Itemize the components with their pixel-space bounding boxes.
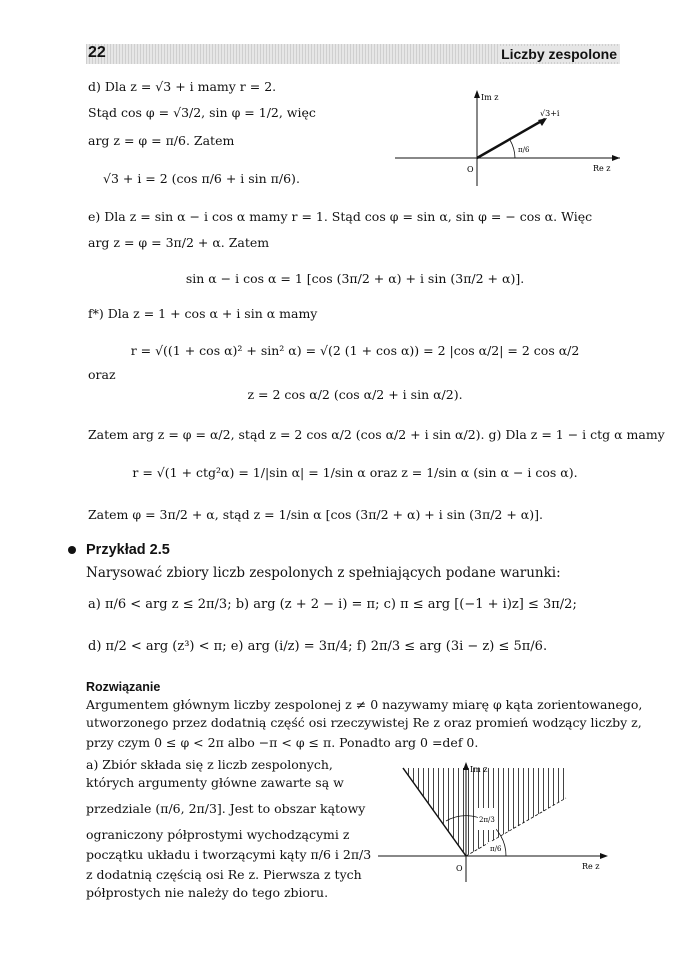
formula-d: √3 + i = 2 (cos π/6 + i sin π/6). [103, 171, 300, 186]
fig2-im-label: Im z [470, 765, 488, 774]
fig2-angle-label-1: 2π/3 [479, 816, 495, 824]
formula-f-trig: z = 2 cos α/2 (cos α/2 + i sin α/2). [247, 387, 463, 402]
text-d-line-3: arg z = φ = π/6. Zatem [88, 133, 235, 148]
solution-a-line-4: ograniczony półprostymi wychodzącymi z [86, 827, 350, 842]
formula-g-trig: Zatem φ = 3π/2 + α, stąd z = 1/sin α [cos (3π/2 + α) + i sin (3π/2 + α)]. [88, 507, 543, 522]
text-f-g-line: Zatem arg z = φ = α/2, stąd z = 2 cos α/2 (cos α/2 + i sin α/2). g) Dla z = 1 − i ctg α mamy [88, 427, 665, 442]
example-title: Przykład 2.5 [86, 542, 170, 558]
fig2-angle-label-2: π/6 [490, 845, 502, 853]
text-e-line-1: e) Dla z = sin α − i cos α mamy r = 1. Stąd cos φ = sin α, sin φ = − cos α. Więc [88, 209, 593, 224]
example-row-2: d) π/2 < arg (z³) < π; e) arg (i/z) = 3π/4; f) 2π/3 ≤ arg (3i − z) ≤ 5π/6. [88, 639, 548, 654]
text-f-oraz: oraz [88, 367, 116, 382]
example-row-1: a) π/6 < arg z ≤ 2π/3; b) arg (z + 2 − i) = π; c) π ≤ arg [(−1 + i)z] ≤ 3π/2; [88, 597, 577, 612]
fig1-im-label: Im z [481, 93, 499, 102]
formula-e: sin α − i cos α = 1 [cos (3π/2 + α) + i sin (3π/2 + α)]. [185, 271, 525, 286]
fig1-angle-label: π/6 [518, 146, 530, 154]
solution-a-line-5: początku układu i tworzącymi kąty π/6 i 2π/3 [86, 847, 372, 862]
text-e-line-2: arg z = φ = 3π/2 + α. Zatem [88, 235, 270, 250]
text-d-line-2: Stąd cos φ = √3/2, sin φ = 1/2, więc [88, 105, 316, 120]
solution-a-line-6: z dodatnią częścią osi Re z. Pierwsza z tych [86, 867, 362, 882]
fig2-origin-label: O [456, 864, 463, 873]
formula-f-modulus: r = √((1 + cos α)² + sin² α) = √(2 (1 + cos α)) = 2 |cos α/2| = 2 cos α/2 [130, 343, 580, 358]
fig1-point-label: √3+i [540, 109, 560, 118]
fig1-origin-label: O [467, 165, 474, 174]
figure-angular-region [378, 760, 618, 890]
running-title: Liczby zespolone [498, 46, 620, 62]
solution-a-line-2: których argumenty główne zawarte są w [86, 775, 344, 790]
formula-g-modulus: r = √(1 + ctg²α) = 1/|sin α| = 1/sin α oraz z = 1/sin α (sin α − i cos α). [132, 465, 578, 480]
solution-line-3: przy czym 0 ≤ φ < 2π albo −π < φ ≤ π. Ponadto arg 0 =def 0. [86, 735, 479, 750]
solution-title: Rozwiązanie [86, 680, 161, 694]
solution-a-line-3: przedziale (π/6, 2π/3]. Jest to obszar kątowy [86, 801, 366, 816]
fig1-re-label: Re z [593, 164, 611, 173]
example-text: Narysować zbiory liczb zespolonych z spełniających podane warunki: [86, 565, 561, 581]
fig2-re-label: Re z [582, 862, 600, 871]
solution-a-line-1: a) Zbiór składa się z liczb zespolonych, [86, 757, 333, 772]
text-f-line-1: f*) Dla z = 1 + cos α + i sin α mamy [88, 306, 318, 321]
page-number: 22 [88, 44, 106, 61]
solution-a-line-7: półprostych nie należy do tego zbioru. [86, 885, 329, 900]
figure-sqrt3-plus-i [395, 88, 625, 188]
text-d-line-1: d) Dla z = √3 + i mamy r = 2. [88, 79, 277, 94]
solution-line-2: utworzonego przez dodatnią część osi rzeczywistej Re z oraz promień wodzący liczby z, [86, 715, 642, 730]
example-bullet [68, 546, 76, 554]
solution-line-1: Argumentem głównym liczby zespolonej z ≠ 0 nazywamy miarę φ kąta zorientowanego, [86, 697, 643, 712]
